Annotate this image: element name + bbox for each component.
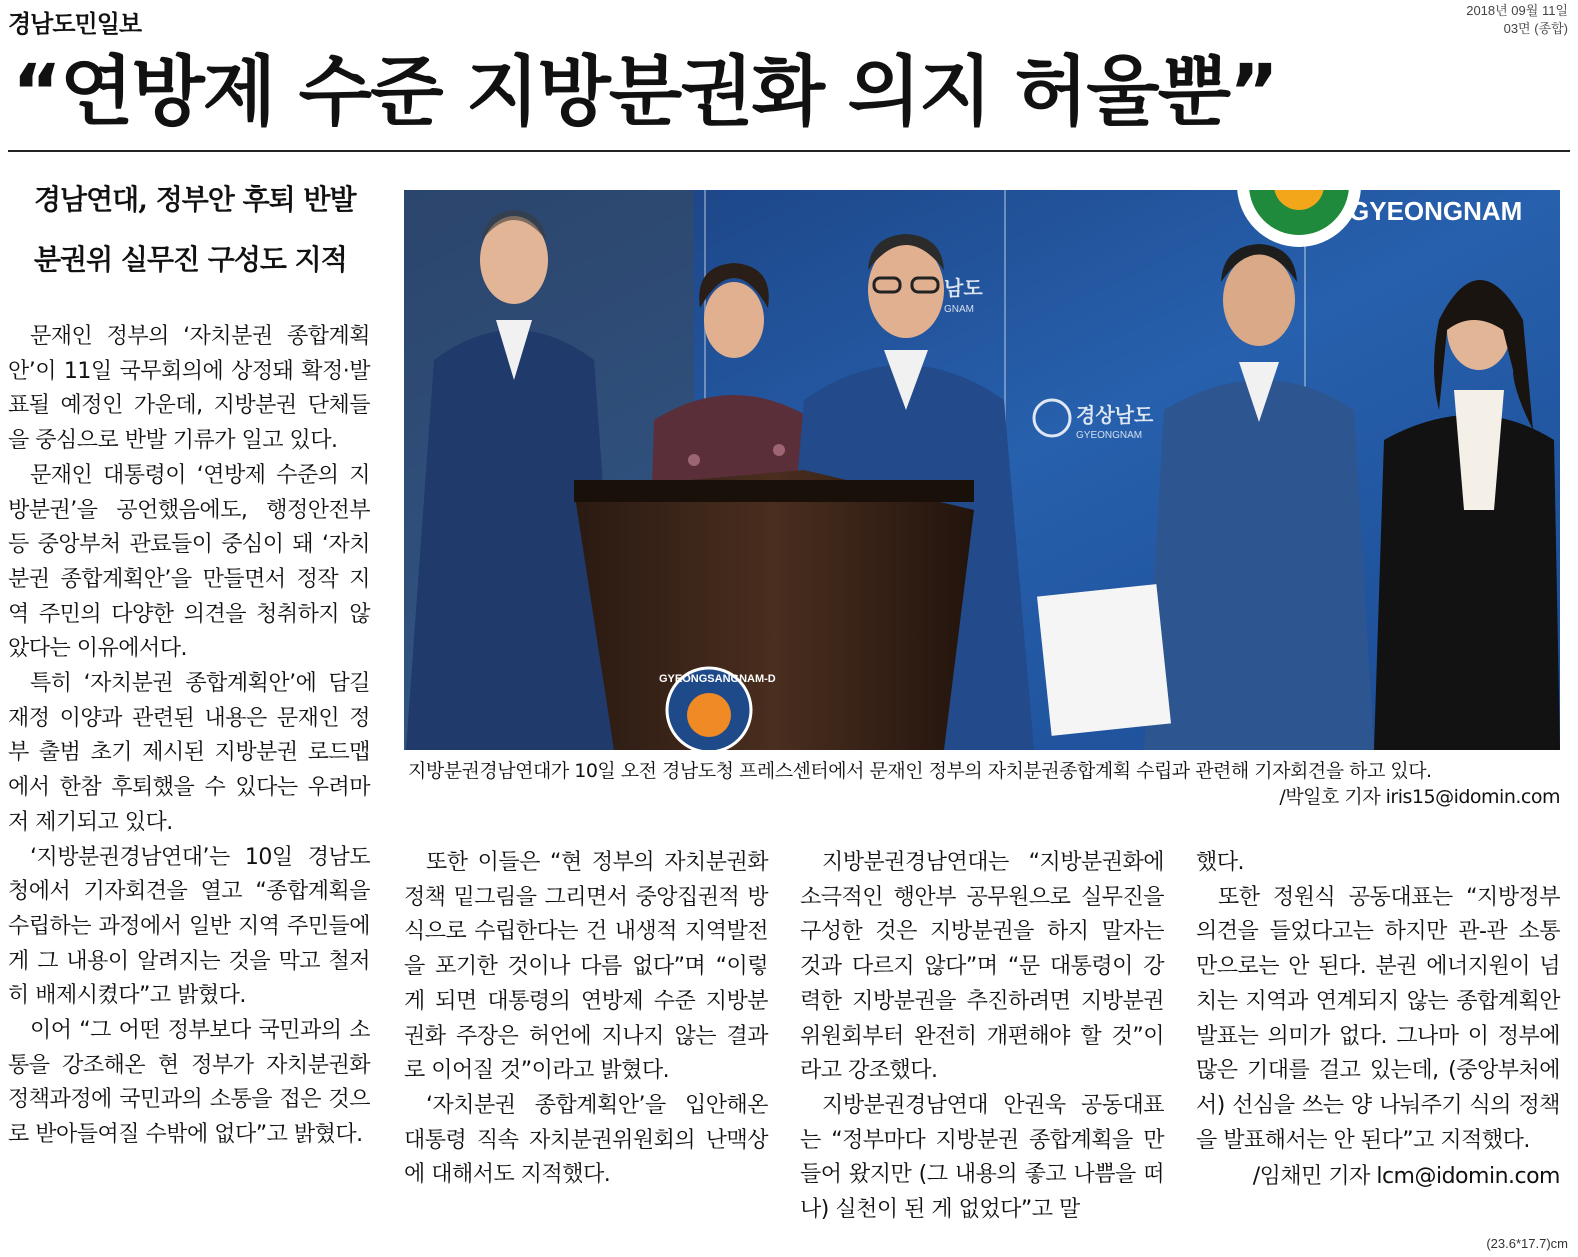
paragraph: ‘자치분권 종합계획안’을 입안해온 대통령 직속 자치분권위원회의 난맥상에 대해서도 지적했다. xyxy=(404,1092,768,1188)
backdrop-text: GYEONGNAM xyxy=(1349,196,1523,226)
paragraph: 했다. xyxy=(1196,850,1244,875)
clipping-size: (23.6*17.7)cm xyxy=(1486,1236,1568,1251)
paragraph: 또한 정원식 공동대표는 “지방정부 의견을 들었다고는 하지만 관-관 소통만으로는 안 된다. 분권 에너지원이 넘치는 지역과 연계되지 않는 종합계획안 발표는 의미가 없다. 그나마 이 정부에 많은 기대를 걸고 있는데, (중앙부처에서) 선심을 쓰는 양 나눠주기 식의 정책을 발표해서는 안 된다”고 지적했다. xyxy=(1196,884,1560,1153)
body-column-4 xyxy=(1196,846,1560,1195)
caption-text: 지방분권경남연대가 10일 오전 경남도청 프레스센터에서 문재인 정부의 자치분권종합계획 수립과 관련해 기자회견을 하고 있다. xyxy=(408,760,1432,782)
subhead-2: 분권위 실무진 구성도 지적 xyxy=(34,243,347,276)
press-conference-photo xyxy=(404,190,1560,750)
left-sign-english: GNAM xyxy=(944,304,974,315)
backdrop-sign-korean: 경상남도 xyxy=(1076,403,1154,427)
masthead: 경남도민일보 xyxy=(8,10,142,38)
photo-caption xyxy=(404,758,1560,810)
subhead-1: 경남연대, 정부안 후퇴 반발 xyxy=(34,183,356,216)
podium xyxy=(574,470,974,750)
left-sign-korean: 남도 xyxy=(944,276,983,300)
date-line: 2018년 09월 11일 xyxy=(1466,3,1568,18)
paragraph: 문재인 대통령이 ‘연방제 수준의 지방분권’을 공언했음에도, 행정안전부 등 중앙부처 관료들이 중심이 돼 ‘자치분권 종합계획안’을 만들면서 정작 지역 주민의 다양한 의견을 청취하지 않았다는 이유에서다. xyxy=(8,462,370,662)
backdrop-sign-english: GYEONGNAM xyxy=(1076,430,1143,441)
paragraph: 이어 “그 어떤 정부보다 국민과의 소통을 강조해온 현 정부가 자치분권화 정책과정에 국민과의 소통을 접은 것으로 받아들여질 수밖에 없다”고 밝혔다. xyxy=(8,1018,370,1148)
date-info xyxy=(1466,2,1568,38)
body-column-1 xyxy=(8,320,370,1153)
body-column-3 xyxy=(800,846,1164,1228)
paragraph: 또한 이들은 “현 정부의 자치분권화 정책 밑그림을 그리면서 중앙집권적 방식으로 수립한다는 건 내생적 지역발전을 포기한 것이나 다름 없다”며 “이렇게 되면 대통령의 연방제 수준 지방분권화 주장은 허언에 지나지 않는 결과로 이어질 것”이라고 밝혔다. xyxy=(404,850,768,1084)
podium-text: GYEONGSANGNAM-D xyxy=(659,673,776,685)
paragraph: ‘지방분권경남연대’는 10일 경남도청에서 기자회견을 열고 “종합계획을 수립하는 과정에서 일반 지역 주민들에게 그 내용이 알려지는 것을 막고 철저히 배제시켰다”고 밝혔다. xyxy=(8,844,370,1009)
paragraph: 지방분권경남연대 안권욱 공동대표는 “정부마다 지방분권 종합계획을 만들어 왔지만 (그 내용의 좋고 나쁨을 떠나) 실천이 된 게 없었다”고 말 xyxy=(800,1092,1164,1223)
paragraph: 문재인 정부의 ‘자치분권 종합계획안’이 11일 국무회의에 상정돼 확정·발표될 예정인 가운데, 지방분권 단체들을 중심으로 반발 기류가 일고 있다. xyxy=(8,324,370,454)
paragraph: 지방분권경남연대는 “지방분권화에 소극적인 행안부 공무원으로 실무진을 구성한 것은 지방분권을 하지 말자는 것과 다르지 않다”며 “문 대통령이 강력한 지방분권을 추진하려면 지방분권위원회부터 완전히 개편해야 할 것”이라고 강조했다. xyxy=(800,850,1164,1084)
byline: /임채민 기자 lcm@idomin.com xyxy=(1252,1164,1560,1190)
body-column-2 xyxy=(404,846,768,1193)
subheads xyxy=(16,182,376,302)
paragraph: 특히 ‘자치분권 종합계획안’에 담길 재정 이양과 관련된 내용은 문재인 정부 출범 초기 제시된 지방분권 로드맵에서 한참 후퇴했을 수 있다는 우려마저 제기되고 있다. xyxy=(8,671,370,835)
page-line: 03면 (종합) xyxy=(1503,21,1568,36)
headline-rule xyxy=(8,150,1570,152)
headline: “연방제 수준 지방분권화 의지 허울뿐” xyxy=(12,47,1277,136)
caption-credit: /박일호 기자 iris15@idomin.com xyxy=(1279,786,1560,808)
